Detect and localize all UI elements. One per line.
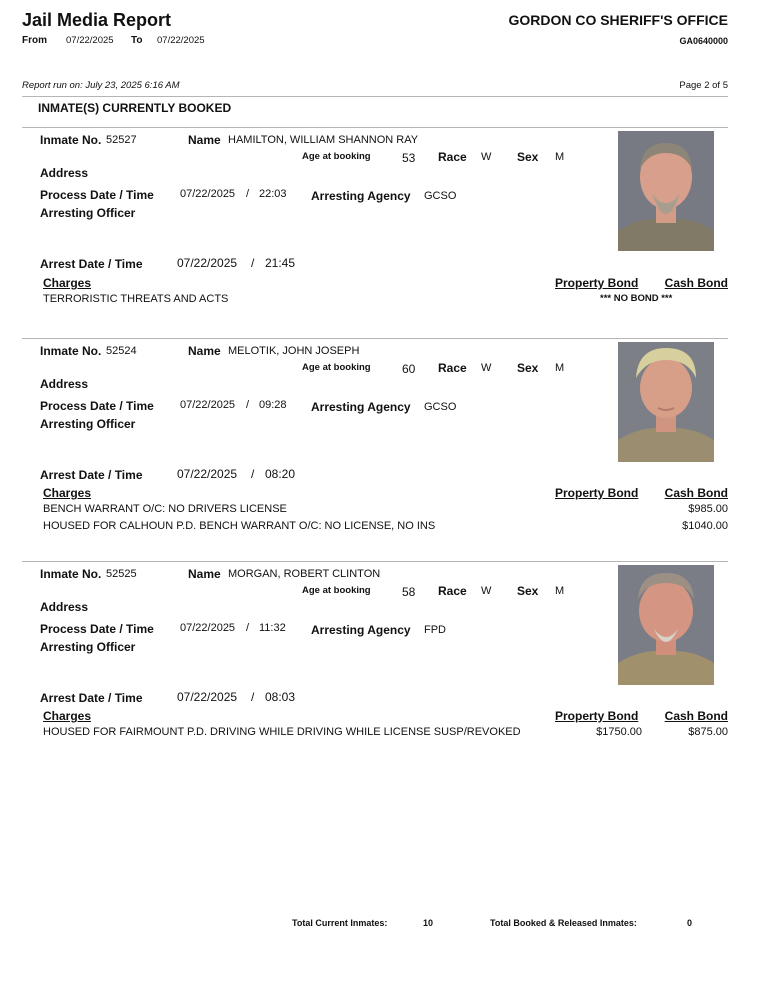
- property-bond-header: Property Bond: [555, 486, 639, 500]
- no-bond-note: *** NO BOND ***: [600, 293, 673, 304]
- race-value: W: [481, 585, 492, 597]
- section-title: INMATE(S) CURRENTLY BOOKED: [38, 101, 232, 115]
- slash: /: [251, 467, 255, 481]
- sex-label: Sex: [517, 150, 539, 164]
- arrest-label: Arrest Date / Time: [40, 468, 143, 482]
- sex-value: M: [555, 585, 565, 597]
- race-value: W: [481, 362, 492, 374]
- mugshot-image: [618, 131, 714, 251]
- sex-label: Sex: [517, 584, 539, 598]
- to-date: 07/22/2025: [157, 35, 205, 46]
- agency-label: Arresting Agency: [311, 189, 411, 203]
- age-label: Age at booking: [302, 151, 371, 162]
- slash: /: [246, 399, 250, 411]
- inmate-no-value: 52524: [106, 345, 137, 357]
- sex-label: Sex: [517, 361, 539, 375]
- process-label: Process Date / Time: [40, 188, 154, 202]
- agency-value: FPD: [424, 624, 446, 636]
- process-date: 07/22/2025: [180, 399, 236, 411]
- cash-bond-value: $985.00: [688, 503, 728, 515]
- cash-bond-header: Cash Bond: [664, 709, 728, 723]
- race-label: Race: [438, 584, 467, 598]
- process-label: Process Date / Time: [40, 622, 154, 636]
- officer-label: Arresting Officer: [40, 417, 136, 431]
- ori-code: GA0640000: [679, 36, 728, 46]
- arrest-date: 07/22/2025: [177, 467, 238, 481]
- to-label: To: [131, 35, 143, 46]
- age-value: 53: [402, 151, 416, 165]
- agency-name: GORDON CO SHERIFF'S OFFICE: [508, 12, 728, 28]
- mugshot-image: [618, 565, 714, 685]
- inmate-no-value: 52525: [106, 568, 137, 580]
- slash: /: [246, 622, 250, 634]
- property-bond-header: Property Bond: [555, 709, 639, 723]
- sex-value: M: [555, 151, 565, 163]
- race-label: Race: [438, 361, 467, 375]
- name-label: Name: [188, 344, 221, 358]
- header-divider: [22, 96, 728, 97]
- name-value: MELOTIK, JOHN JOSEPH: [228, 345, 360, 357]
- arrest-time: 08:20: [265, 467, 296, 481]
- property-bond-header: Property Bond: [555, 276, 639, 290]
- arrest-date: 07/22/2025: [177, 256, 238, 270]
- charge-text: HOUSED FOR FAIRMOUNT P.D. DRIVING WHILE DRIVING WHILE LICENSE SUSP/REVOKED: [43, 726, 521, 738]
- charge-text: HOUSED FOR CALHOUN P.D. BENCH WARRANT O/C: NO LICENSE, NO INS: [43, 520, 436, 532]
- race-value: W: [481, 151, 492, 163]
- arrest-time: 21:45: [265, 256, 296, 270]
- agency-value: GCSO: [424, 401, 457, 413]
- arrest-date: 07/22/2025: [177, 690, 238, 704]
- booking-photo: [618, 342, 714, 462]
- process-time: 22:03: [259, 188, 287, 200]
- arrest-label: Arrest Date / Time: [40, 691, 143, 705]
- agency-label: Arresting Agency: [311, 623, 411, 637]
- property-bond-value: $1750.00: [596, 726, 642, 738]
- cash-bond-value: $875.00: [688, 726, 728, 738]
- mugshot-image: [618, 342, 714, 462]
- total-current-label: Total Current Inmates:: [292, 918, 388, 928]
- charges-header: Charges: [43, 709, 92, 723]
- record-divider: [22, 338, 728, 339]
- agency-label: Arresting Agency: [311, 400, 411, 414]
- slash: /: [246, 188, 250, 200]
- charges-header: Charges: [43, 486, 92, 500]
- name-label: Name: [188, 133, 221, 147]
- booking-photo: [618, 131, 714, 251]
- officer-label: Arresting Officer: [40, 206, 136, 220]
- report-title: Jail Media Report: [22, 10, 172, 30]
- total-booked-value: 0: [687, 918, 693, 928]
- process-time: 11:32: [259, 622, 286, 634]
- process-time: 09:28: [259, 399, 287, 411]
- process-date: 07/22/2025: [180, 622, 236, 634]
- booking-photo: [618, 565, 714, 685]
- inmate-no-value: 52527: [106, 134, 137, 146]
- address-label: Address: [40, 377, 89, 391]
- total-current-value: 10: [423, 918, 434, 928]
- cash-bond-value: $1040.00: [682, 520, 728, 532]
- charge-text: TERRORISTIC THREATS AND ACTS: [43, 293, 229, 305]
- name-value: MORGAN, ROBERT CLINTON: [228, 568, 381, 580]
- slash: /: [251, 690, 255, 704]
- age-value: 60: [402, 362, 416, 376]
- address-label: Address: [40, 166, 89, 180]
- charges-header: Charges: [43, 276, 92, 290]
- arrest-time: 08:03: [265, 690, 296, 704]
- cash-bond-header: Cash Bond: [664, 486, 728, 500]
- process-label: Process Date / Time: [40, 399, 154, 413]
- report-run-on: Report run on: July 23, 2025 6:16 AM: [22, 80, 180, 91]
- agency-value: GCSO: [424, 190, 457, 202]
- name-value: HAMILTON, WILLIAM SHANNON RAY: [228, 134, 419, 146]
- name-label: Name: [188, 567, 221, 581]
- slash: /: [251, 256, 255, 270]
- officer-label: Arresting Officer: [40, 640, 136, 654]
- from-label: From: [22, 35, 47, 46]
- process-date: 07/22/2025: [180, 188, 236, 200]
- inmate-no-label: Inmate No.: [40, 133, 102, 147]
- age-label: Age at booking: [302, 362, 371, 373]
- cash-bond-header: Cash Bond: [664, 276, 728, 290]
- race-label: Race: [438, 150, 467, 164]
- arrest-label: Arrest Date / Time: [40, 257, 143, 271]
- inmate-no-label: Inmate No.: [40, 567, 102, 581]
- charge-text: BENCH WARRANT O/C: NO DRIVERS LICENSE: [43, 503, 287, 515]
- age-value: 58: [402, 585, 416, 599]
- inmate-no-label: Inmate No.: [40, 344, 102, 358]
- sex-value: M: [555, 362, 565, 374]
- address-label: Address: [40, 600, 89, 614]
- record-divider: [22, 561, 728, 562]
- from-date: 07/22/2025: [66, 35, 114, 46]
- section-divider: [22, 127, 728, 128]
- total-booked-label: Total Booked & Released Inmates:: [490, 918, 637, 928]
- age-label: Age at booking: [302, 585, 371, 596]
- page-number: Page 2 of 5: [679, 80, 728, 91]
